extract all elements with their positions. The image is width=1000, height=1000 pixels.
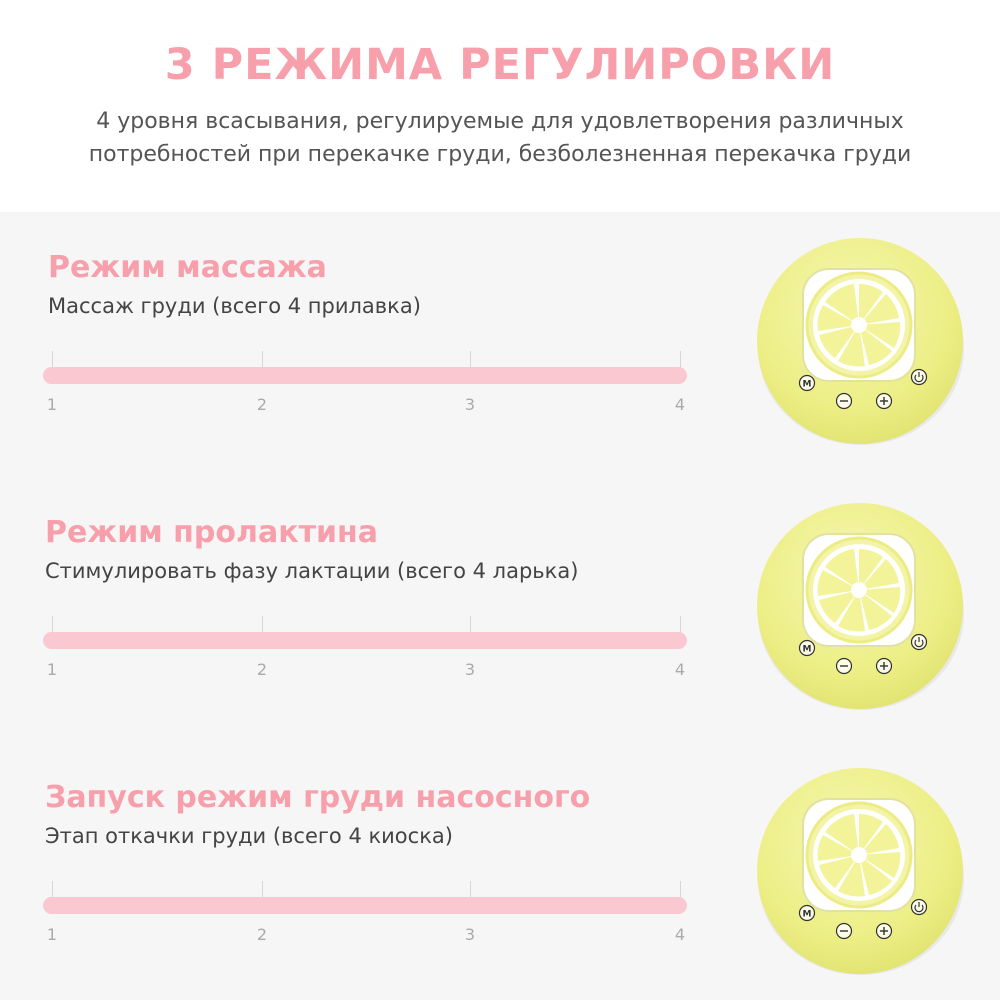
mode-title: Запуск режим груди насосного: [45, 780, 591, 815]
scale-label: 4: [674, 660, 686, 679]
breast-pump-illustration: [755, 767, 965, 977]
level-track: [43, 367, 687, 384]
mode-prolactin: [0, 477, 1000, 727]
scale-label: 3: [464, 660, 476, 679]
breast-pump-image: [755, 767, 965, 977]
breast-pump-image: [755, 502, 965, 712]
scale-label: 1: [46, 395, 58, 414]
scale-label: 2: [256, 660, 268, 679]
scale-label: 2: [256, 925, 268, 944]
minus-button: [837, 924, 852, 939]
level-scale: [43, 616, 687, 696]
mode-button: [800, 376, 815, 391]
svg-text:M: M: [802, 379, 812, 390]
header: [0, 0, 1000, 212]
plus-button: [877, 659, 892, 674]
lemon-icon: [807, 538, 911, 642]
mode-title: Режим массажа: [48, 250, 327, 285]
scale-label: 4: [674, 395, 686, 414]
breast-pump-illustration: [755, 237, 965, 447]
minus-button: [837, 394, 852, 409]
mode-massage: [0, 212, 1000, 462]
level-track: [43, 632, 687, 649]
page-subtitle: [0, 105, 1000, 171]
mode-description: Этап откачки груди (всего 4 киоска): [45, 824, 453, 848]
scale-label: 2: [256, 395, 268, 414]
scale-label: 1: [46, 925, 58, 944]
plus-button: [877, 924, 892, 939]
scale-label: 3: [464, 925, 476, 944]
lemon-icon: [807, 803, 911, 907]
mode-description: Стимулировать фазу лактации (всего 4 ларька): [45, 559, 579, 583]
breast-pump-image: [755, 237, 965, 447]
mode-title: Режим пролактина: [45, 515, 378, 550]
power-button: [912, 900, 927, 915]
power-button: [912, 370, 927, 385]
scale-label: 3: [464, 395, 476, 414]
subtitle-line-2: потребностей при перекачке груди, безболезненная перекачка груди: [88, 142, 912, 167]
modes-section: [0, 212, 1000, 1000]
plus-button: [877, 394, 892, 409]
power-button: [912, 635, 927, 650]
page-title: 3 РЕЖИМА РЕГУЛИРОВКИ: [164, 40, 836, 90]
scale-label: 4: [674, 925, 686, 944]
scale-label: 1: [46, 660, 58, 679]
level-scale: [43, 881, 687, 961]
mode-button: [800, 641, 815, 656]
level-scale: [43, 351, 687, 431]
breast-pump-illustration: [755, 502, 965, 712]
level-track: [43, 897, 687, 914]
mode-description: Массаж груди (всего 4 прилавка): [48, 294, 421, 318]
mode-button: [800, 906, 815, 921]
svg-text:M: M: [802, 909, 812, 920]
svg-text:M: M: [802, 644, 812, 655]
mode-pumping: [0, 742, 1000, 992]
minus-button: [837, 659, 852, 674]
subtitle-line-1: 4 уровня всасывания, регулируемые для удовлетворения различных: [96, 109, 904, 134]
lemon-icon: [807, 273, 911, 377]
